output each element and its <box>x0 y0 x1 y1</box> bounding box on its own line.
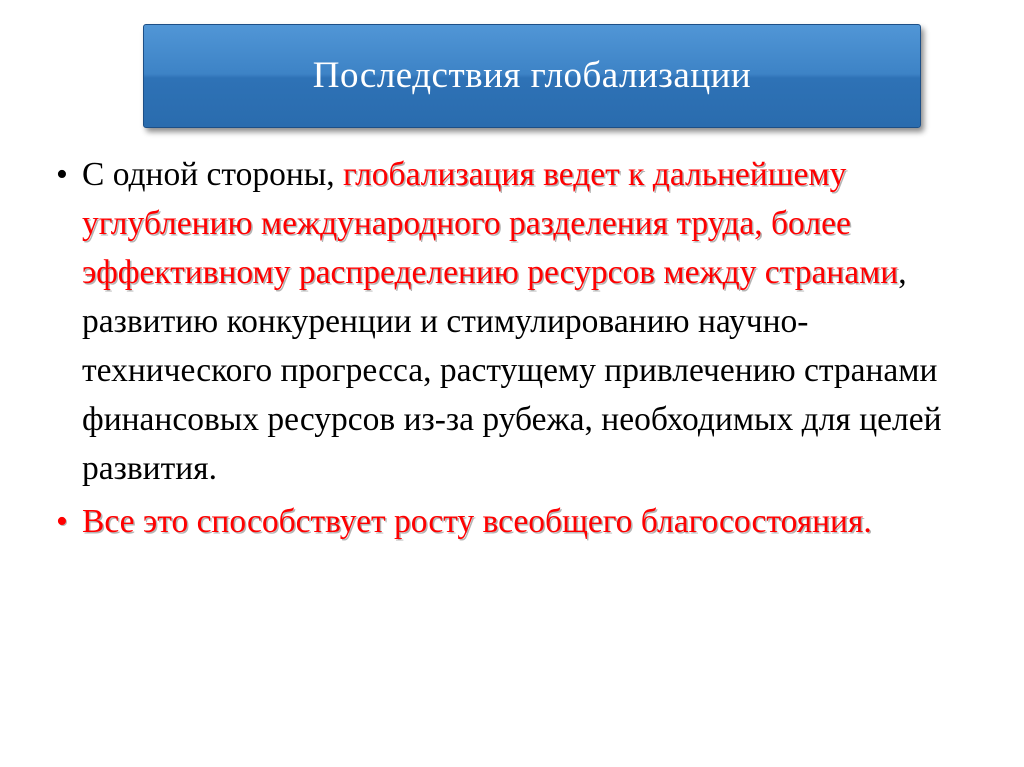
bullet-segment: , развитию конкуренции и стимулированию научно-технического прогресса, растущему привлечению странами финансовых ресурсов из-за рубежа, необходимых для целей развития. <box>82 254 942 487</box>
bullet-marker-icon: • <box>56 156 68 193</box>
page-title: Последствия глобализации <box>312 54 752 96</box>
slide-title-banner <box>143 24 921 128</box>
bullet-marker-icon: • <box>56 503 68 540</box>
bullet-segment: С одной стороны, <box>82 156 344 193</box>
bullet-segment-highlight: глобализация ведет к дальнейшему углублению международного разделения труда, более эффективному распределению ресурсов между странами <box>82 156 899 291</box>
slide-body <box>44 150 984 550</box>
list-item <box>44 497 984 546</box>
bullet-segment-highlight: Все это способствует росту всеобщего благосостояния. <box>82 503 872 540</box>
bullet-text <box>82 150 984 493</box>
bullet-text <box>82 497 984 546</box>
list-item <box>44 150 984 493</box>
